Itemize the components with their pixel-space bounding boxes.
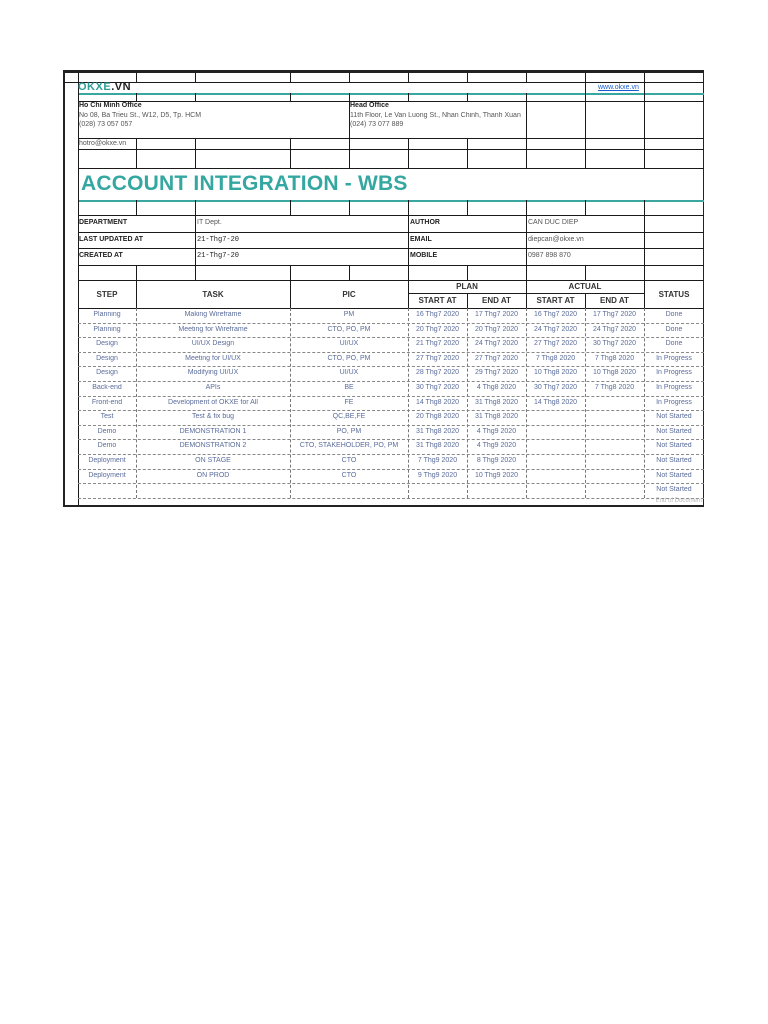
cell-task[interactable]: Making Wireframe: [184, 311, 242, 318]
cell-pic[interactable]: UI/UX: [339, 369, 359, 377]
cell-status[interactable]: Done: [665, 325, 683, 333]
end-of-document-note: End of Document: [655, 498, 702, 504]
cell-plan-end[interactable]: 4 Thg8 2020: [476, 384, 517, 391]
cell-pic[interactable]: CTO: [341, 471, 357, 479]
grid-line: [290, 200, 291, 215]
cell-status[interactable]: In Progress: [656, 398, 692, 406]
created-value: 21-Thg7-20: [197, 252, 240, 260]
cell-pic[interactable]: CTO, PO, PM: [327, 325, 371, 333]
grid-line: [467, 265, 468, 280]
grid-line: [290, 73, 291, 82]
grid-line: [78, 101, 704, 102]
cell-plan-end[interactable]: 20 Thg7 2020: [474, 325, 519, 333]
email-value: diepcan@okxe.vn: [528, 236, 584, 243]
cell-plan-end[interactable]: 4 Thg9 2020: [476, 442, 517, 450]
logo-text: OKXE: [78, 81, 112, 93]
page-title: ACCOUNT INTEGRATION - WBS: [81, 172, 408, 195]
row-divider: [78, 396, 704, 397]
cell-plan-start[interactable]: 7 Thg9 2020: [417, 457, 458, 464]
cell-task[interactable]: DEMONSTRATION 1: [179, 427, 247, 435]
cell-task[interactable]: Meeting for Wireframe: [178, 325, 248, 333]
cell-status[interactable]: In Progress: [656, 369, 692, 377]
cell-status[interactable]: Not Started: [656, 427, 692, 435]
head-office-label: Head Office: [350, 102, 389, 109]
cell-pic[interactable]: QC,BE,FE: [332, 413, 366, 421]
grid-line: [195, 73, 196, 82]
cell-act-start[interactable]: 16 Thg7 2020: [533, 311, 578, 318]
head-address: 11th Floor, Le Van Luong St., Nhan Chinh, Thanh Xuan: [350, 112, 521, 119]
cell-status[interactable]: In Progress: [656, 354, 692, 362]
cell-status[interactable]: In Progress: [656, 384, 692, 391]
grid-line: [349, 265, 350, 280]
cell-plan-start[interactable]: 21 Thg7 2020: [415, 340, 460, 348]
cell-plan-start[interactable]: 27 Thg7 2020: [415, 354, 460, 362]
grid-line: [78, 248, 704, 249]
cell-plan-end[interactable]: 27 Thg7 2020: [474, 354, 519, 362]
cell-step[interactable]: Planning: [93, 325, 121, 333]
cell-task[interactable]: DEMONSTRATION 2: [179, 442, 247, 450]
header-actual-end: END AT: [600, 296, 629, 305]
okxe-logo: [78, 81, 131, 93]
logo-underline: [78, 93, 704, 95]
mobile-value: 0987 898 870: [528, 252, 571, 259]
grid-line: [290, 265, 291, 280]
grid-line: [467, 200, 468, 215]
head-phone: (024) 73 077 889: [350, 121, 404, 128]
grid-line: [78, 149, 704, 150]
grid-line: [78, 265, 704, 266]
author-value: CAN DUC DIEP: [528, 219, 579, 226]
cell-task[interactable]: Development of OKXE for All: [168, 398, 258, 406]
cell-plan-start[interactable]: 16 Thg7 2020: [415, 311, 460, 318]
cell-step[interactable]: Planning: [93, 311, 121, 318]
cell-plan-start[interactable]: 20 Thg7 2020: [415, 325, 460, 333]
header-step: STEP: [96, 290, 118, 299]
cell-status[interactable]: Not Started: [656, 413, 692, 421]
header-actual-start: START AT: [536, 296, 575, 305]
cell-act-start[interactable]: 27 Thg7 2020: [533, 340, 578, 348]
row-divider: [78, 352, 704, 353]
grid-line: [349, 200, 350, 215]
last-updated-label: LAST UPDATED AT: [79, 236, 144, 243]
hcm-office-label: Ho Chi Minh Office: [79, 102, 142, 109]
grid-line: [408, 93, 409, 101]
cell-plan-end[interactable]: 10 Thg9 2020: [474, 471, 519, 479]
grid-line: [195, 138, 196, 168]
header-actual: ACTUAL: [568, 282, 602, 291]
cell-task[interactable]: Test & fix bug: [191, 413, 235, 421]
grid-line: [467, 93, 468, 101]
cell-act-start[interactable]: 10 Thg8 2020: [533, 369, 578, 377]
row-divider: [78, 469, 704, 470]
grid-line: [585, 93, 586, 101]
email-label: EMAIL: [410, 236, 432, 243]
grid-line: [467, 138, 468, 168]
cell-act-start[interactable]: 24 Thg7 2020: [533, 325, 578, 333]
grid-line: [136, 200, 137, 215]
cell-task[interactable]: APIs: [205, 384, 221, 391]
cell-pic[interactable]: UI/UX: [339, 340, 359, 348]
grid-line: [78, 138, 704, 139]
header-task: TASK: [202, 290, 224, 299]
grid-line: [290, 93, 291, 101]
cell-task[interactable]: ON PROD: [196, 471, 230, 479]
grid-line: [526, 93, 527, 101]
cell-status[interactable]: Not Started: [656, 471, 692, 479]
cell-pic[interactable]: CTO, PO, PM: [327, 354, 371, 362]
cell-plan-end[interactable]: 8 Thg9 2020: [476, 457, 517, 464]
cell-act-start[interactable]: 14 Thg8 2020: [533, 398, 578, 406]
grid-line: [136, 138, 137, 168]
grid-line: [585, 73, 586, 82]
row-divider: [78, 366, 704, 367]
department-value: IT Dept.: [197, 219, 222, 226]
sheet-bottom-border: [63, 505, 704, 507]
cell-step[interactable]: Deployment: [88, 457, 126, 464]
grid-line: [408, 200, 409, 280]
grid-line: [585, 101, 586, 168]
cell-plan-start[interactable]: 9 Thg9 2020: [417, 471, 458, 479]
grid-line: [644, 93, 645, 101]
row-divider: [78, 439, 704, 440]
cell-plan-start[interactable]: 31 Thg8 2020: [415, 442, 460, 450]
grid-line: [195, 200, 196, 280]
cell-task[interactable]: UI/UX Design: [191, 340, 235, 348]
cell-pic[interactable]: PO, PM: [336, 427, 362, 435]
grid-line: [526, 73, 527, 82]
grid-line: [78, 232, 704, 233]
cell-pic[interactable]: CTO, STAKEHOLDER, PO, PM: [299, 442, 399, 450]
logo-suffix: .VN: [111, 81, 132, 93]
hcm-phone: (028) 73 057 057: [79, 121, 133, 128]
cell-step[interactable]: Demo: [97, 427, 117, 435]
row-divider: [78, 337, 704, 338]
cell-task[interactable]: Meeting for UI/UX: [185, 354, 241, 362]
header-plan-start: START AT: [418, 296, 457, 305]
cell-plan-end[interactable]: 31 Thg8 2020: [474, 413, 519, 421]
author-label: AUTHOR: [410, 219, 440, 226]
cell-plan-start[interactable]: 20 Thg8 2020: [415, 413, 460, 421]
grid-line: [136, 93, 137, 101]
last-updated-value: 21-Thg7-20: [197, 236, 240, 244]
cell-plan-end[interactable]: 17 Thg7 2020: [474, 311, 519, 318]
grid-line: [644, 73, 645, 82]
department-label: DEPARTMENT: [79, 219, 128, 226]
cell-step[interactable]: Demo: [97, 442, 117, 450]
grid-line: [195, 93, 196, 101]
row-divider: [78, 483, 704, 484]
grid-line: [136, 73, 137, 82]
header-pic: PIC: [342, 290, 356, 299]
cell-status[interactable]: Done: [665, 311, 683, 318]
mobile-label: MOBILE: [410, 252, 438, 259]
cell-act-end[interactable]: 24 Thg7 2020: [592, 325, 637, 333]
grid-line: [585, 200, 586, 215]
cell-step[interactable]: Front-end: [91, 398, 123, 406]
row-divider: [78, 454, 704, 455]
cell-plan-end[interactable]: 4 Thg9 2020: [476, 427, 517, 435]
hcm-address: No 08, Ba Trieu St., W12, D5, Tp. HCM: [79, 112, 202, 119]
grid-line: [78, 168, 704, 169]
row-divider: [78, 410, 704, 411]
cell-step[interactable]: Design: [96, 340, 118, 348]
table-header-bottom: [78, 308, 704, 309]
cell-act-start[interactable]: 30 Thg7 2020: [533, 384, 578, 391]
cell-plan-end[interactable]: 31 Thg8 2020: [474, 398, 519, 406]
website-link[interactable]: www.okxe.vn: [598, 84, 639, 91]
title-underline: [78, 200, 704, 202]
sheet-top-border: [63, 70, 704, 73]
cell-plan-end[interactable]: 29 Thg7 2020: [474, 369, 519, 377]
cell-pic[interactable]: BE: [344, 384, 354, 391]
cell-step[interactable]: Design: [96, 369, 118, 377]
cell-status[interactable]: Not Started: [656, 442, 692, 450]
grid-line: [644, 200, 645, 280]
cell-task[interactable]: Modifying UI/UX: [187, 369, 239, 377]
grid-line: [526, 200, 527, 280]
grid-line: [136, 265, 137, 280]
grid-line: [467, 73, 468, 82]
grid-line: [526, 101, 527, 149]
grid-line: [78, 215, 704, 216]
grid-line: [290, 138, 291, 168]
cell-pic[interactable]: PM: [343, 311, 355, 318]
cell-status[interactable]: Done: [665, 340, 683, 348]
cell-step[interactable]: Test: [100, 413, 114, 421]
cell-plan-start[interactable]: 30 Thg7 2020: [415, 384, 460, 391]
grid-line: [644, 101, 645, 168]
cell-act-start[interactable]: 7 Thg8 2020: [535, 354, 576, 362]
grid-line: [78, 280, 704, 281]
header-plan-end: END AT: [482, 296, 511, 305]
cell-status[interactable]: Not Started: [656, 486, 692, 494]
grid-line: [408, 138, 409, 168]
created-label: CREATED AT: [79, 252, 123, 259]
grid-line: [408, 73, 409, 82]
cell-plan-start[interactable]: 31 Thg8 2020: [415, 427, 460, 435]
grid-line: [585, 82, 586, 93]
cell-act-end[interactable]: 7 Thg8 2020: [594, 354, 635, 362]
grid-line: [585, 265, 586, 280]
grid-line: [526, 149, 527, 168]
row-divider: [78, 381, 704, 382]
cell-act-end[interactable]: 30 Thg7 2020: [592, 340, 637, 348]
header-status: STATUS: [658, 290, 690, 299]
cell-pic[interactable]: CTO: [341, 457, 357, 464]
cell-step[interactable]: Design: [96, 354, 118, 362]
cell-plan-start[interactable]: 28 Thg7 2020: [415, 369, 460, 377]
support-email[interactable]: hotro@okxe.vn: [79, 140, 127, 147]
header-plan: PLAN: [456, 282, 478, 291]
cell-pic[interactable]: FE: [344, 398, 354, 406]
row-divider: [78, 425, 704, 426]
row-divider: [78, 323, 704, 324]
cell-act-end[interactable]: 7 Thg8 2020: [594, 384, 635, 391]
cell-act-end[interactable]: 10 Thg8 2020: [592, 369, 637, 377]
cell-act-end[interactable]: 17 Thg7 2020: [592, 311, 637, 318]
row-divider: [78, 498, 704, 499]
cell-step[interactable]: Deployment: [88, 471, 126, 479]
cell-status[interactable]: Not Started: [656, 457, 692, 464]
grid-line: [349, 138, 350, 168]
cell-task[interactable]: ON STAGE: [195, 457, 231, 464]
cell-step[interactable]: Back-end: [92, 384, 122, 391]
grid-line: [644, 82, 645, 93]
grid-line: [349, 73, 350, 82]
grid-line: [63, 82, 704, 83]
cell-plan-start[interactable]: 14 Thg8 2020: [415, 398, 460, 406]
cell-plan-end[interactable]: 24 Thg7 2020: [474, 340, 519, 348]
